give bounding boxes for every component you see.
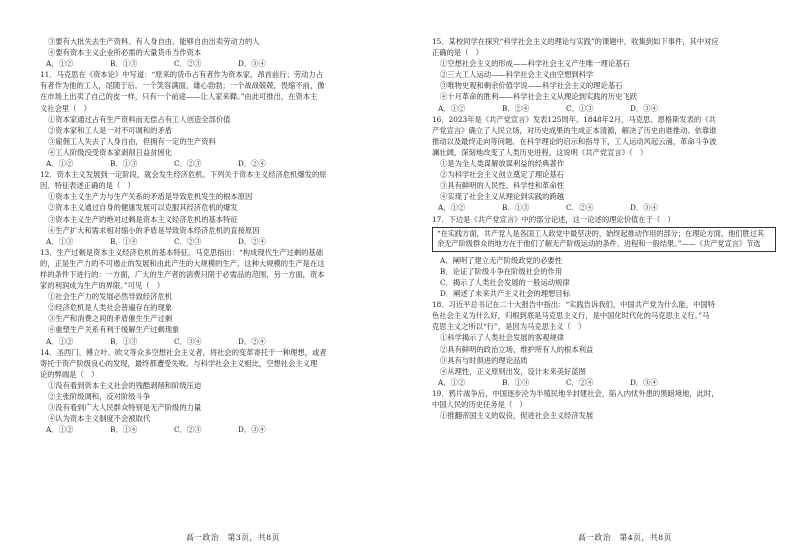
answer-option: C．②③: [174, 425, 202, 435]
question-line: 因、特征表述正确的是（ ）: [40, 181, 135, 191]
answer-option: B．①③: [502, 377, 530, 387]
answer-option: C．②③: [174, 59, 202, 69]
question-line: 14．圣西门、傅立叶、欧文等众多空想社会主义者，将社会的变革寄托于一种理想，或者: [40, 347, 327, 357]
statement-line: ①科学揭示了人类社会发展的客观规律: [440, 333, 565, 343]
question-line: 论的弊端是（ ）: [40, 369, 99, 379]
answer-option: B．①③: [502, 203, 530, 213]
right-top-block: [432, 36, 776, 225]
statement-line: ①资本家通过占有生产资料而无偿占有工人创造全部价值: [48, 114, 231, 124]
statement-line: ④实现了社会主义从理论到实践的跨越: [440, 192, 565, 202]
answer-option: B．①④: [110, 425, 138, 435]
statement-line: ④十月革命的胜利——科学社会主义从理论到实践的历史飞跃: [440, 92, 638, 102]
answer-options: [432, 202, 776, 213]
quote-text: “在实践方面，共产党人是各国工人政党中最坚决的、始终起推动作用的部分；在理论方面，他们胜过其余无产阶级群众的地方在于他们了解无产阶级运动的条件、进程和一般结果。”——《共产党宣言》节选: [437, 228, 765, 249]
statement-line: ③资本主义生产的绝对过剩是资本主义经济危机的基本特征: [48, 214, 238, 224]
question-line: 澜壮阔，深刻地改变了人类历史进程。这说明《共产党宣言》（ ）: [432, 147, 648, 157]
question-line: 样的条件下进行的：一方面，广大的生产者的消费只限于必需品的范围，另一方面，资本: [40, 269, 325, 279]
statement-line: ④要有资本主义企业所必需的大量货币当作资本: [48, 48, 202, 58]
statement-line: ①社会生产力的发展必然导致经济危机: [48, 292, 173, 302]
question-line: 11．马克思在《资本论》中写道：“原来的货币占有者作为资本家，昂首前行；劳动力占: [40, 70, 323, 80]
question-line: 家的利润成为生产的界限。”可见（ ）: [40, 281, 165, 291]
question-line: 产党宣言》确立了人民立场，对历史成果的生成正本清源，解决了历史由谁推动、依靠谁: [432, 125, 717, 135]
statement-line: ②主张阶级调和，反对阶级斗争: [48, 392, 151, 401]
answer-option: A．①②: [438, 203, 466, 213]
answer-option: D．②④: [238, 336, 266, 346]
answer-option: A．①②: [438, 377, 466, 387]
answer-options: [40, 58, 378, 69]
question-line: 16．2023年是《共产党宣言》发表125周年。1848年2月，马克思、恩格斯发表的《共: [432, 114, 716, 124]
answer-option: C．①③: [566, 103, 594, 113]
question-line: 在市场上出卖了自己的皮一样，只有一个前途——让人家来鞣。”由此可推出，在资本主: [40, 92, 318, 102]
answer-options: [40, 424, 378, 435]
quote-box: [432, 227, 776, 252]
answer-option: A．①②: [46, 59, 74, 69]
answer-option: D．③④: [630, 103, 658, 113]
question-line: 推动以及最终走向等问题。在科学理论的启示和指导下，工人运动风起云涌，革命斗争波: [432, 136, 717, 146]
right-column: [432, 36, 776, 421]
answer-option: B．①③: [110, 59, 138, 69]
statement-line: ①没有看到资本主义社会的残酷剥削和阶级压迫: [48, 380, 202, 390]
statement-line: ③要有大批失去生产资料、有人身自由、能够自由出卖劳动力的人: [48, 37, 260, 46]
question-line: 正确的是（ ）: [432, 48, 484, 58]
statement-line: ④重塑生产关系有利于缓解生产过剩现象: [48, 325, 180, 335]
question-line: 克思主义之所以“行”，是因为马克思主义（ ）: [432, 322, 586, 332]
right-bottom-block: [432, 255, 776, 421]
statement-line: ③唯物史观和剩余价值学说——科学社会主义的理论基石: [440, 81, 623, 91]
statement-line: ④工人阶级没受资本家剥削日益贫困化: [48, 147, 173, 157]
answer-option: D．③④: [238, 59, 266, 69]
answer-options: [40, 336, 378, 347]
left-column: [40, 36, 378, 435]
answer-option: C．②③: [174, 159, 202, 169]
statement-line: ④认为资本主义制度不会被取代: [48, 414, 151, 424]
answer-option: D．②④: [238, 159, 266, 169]
statement-line: ②资本主义通过自身的健康发展可以克服其经济危机的爆发: [48, 203, 238, 213]
statement-line: C．揭示了人类社会发展的一般运动规律: [440, 277, 570, 287]
question-line: 有者作为他的工人，尾随于后。一个笑容满面，雄心勃勃；一个战战兢兢，畏缩不前，像: [40, 81, 325, 91]
question-line: 寄托于资产阶级良心的发现，最终都遭受失败。与科学社会主义相比，空想社会主义理: [40, 358, 318, 368]
question-line: 的，正是生产力的不可遏止的发展和由此产生的大规模的生产，这种大规模的生产是在这: [40, 258, 325, 268]
statement-line: ①是为全人类谋解放谋利益的经典著作: [440, 159, 565, 169]
statement-line: ④生产扩大和需求相对缩小的矛盾是导致资本经济危机的直接原因: [48, 225, 260, 235]
question-line: 18．习近平总书记在二十大报告中指出：“实践告诉我们，中国共产党为什么能，中国特: [432, 300, 715, 310]
answer-option: B．①③: [110, 336, 138, 346]
statement-line: ①资本主义生产力与生产关系的矛盾是导致危机发生的根本原因: [48, 192, 253, 202]
question-line: 19．鸦片战争后，中国逐步沦为半殖民地半封建社会，陷入内忧外患的黑暗境地，此时，: [432, 388, 719, 398]
question-line: 13．生产过剩是资本主义经济危机的基本特征。马克思指出：“构成现代生产过剩的基础: [40, 247, 323, 257]
answer-options: [40, 158, 378, 169]
answer-option: C．②③: [174, 236, 202, 246]
statement-line: ④从理性，正义原则出发，设计未来美好蓝图: [440, 366, 586, 376]
statement-line: ②资本家和工人是一对不可调和的矛盾: [48, 125, 173, 135]
question-line: 17．下边是《共产党宣言》中的部分论述，这一论述的理论价值在于（ ）: [432, 214, 675, 224]
answer-option: A．①②: [46, 159, 74, 169]
statement-line: ③雇佣工人失去了人身自由，但拥有一定的生产资料: [48, 136, 216, 146]
answer-option: C．②④: [566, 377, 594, 387]
answer-option: D．②④: [238, 236, 266, 246]
statement-line: A．阐明了建立无产阶级政党的必要性: [440, 255, 563, 265]
answer-option: A．①②: [46, 425, 74, 435]
answer-option: D．③④: [630, 377, 658, 387]
statement-line: ②具有鲜明的政治立场，维护所有人的根本利益: [440, 344, 594, 354]
statement-line: ①空想社会主义的形成——科学社会主义产生唯一理论基石: [440, 59, 630, 69]
question-line: 12．资本主义发展到一定阶段，就会发生经济危机。下列关于资本主义经济危机爆发的原: [40, 170, 327, 180]
page-footer-right: 高一政治 第4页，共8页: [578, 533, 672, 542]
question-line: 15．某校同学在探究“科学社会主义的理论与实践”的课题中，收集到如下事件，其中对应: [432, 37, 719, 46]
answer-option: B．①③: [110, 159, 138, 169]
statement-line: ②经济危机是人类社会普遍存在的现象: [48, 303, 173, 313]
answer-options: [40, 236, 378, 247]
statement-line: ③具有与时俱进的理论品质: [440, 355, 528, 365]
page-footer-left: 高一政治 第3页，共8页: [186, 533, 280, 542]
statement-line: ①推翻帝国主义的奴役，促进社会主义经济发展: [440, 411, 594, 421]
statement-line: ②三大工人运动——科学社会主义由空想到科学: [440, 70, 594, 80]
answer-options: [432, 103, 776, 114]
statement-line: ③生产和消费之间的矛盾催生生产过剩: [48, 314, 173, 324]
answer-options: [432, 377, 776, 388]
statement-line: ③具有鲜明的人民性、科学性和革命性: [440, 181, 565, 191]
answer-option: C．③④: [174, 336, 202, 346]
answer-option: B．①④: [110, 236, 138, 246]
statement-line: ②为科学社会主义创立奠定了理论基石: [440, 170, 565, 180]
answer-option: A．①②: [46, 336, 74, 346]
answer-option: A．①②: [438, 103, 466, 113]
question-line: 色社会主义为什么好，归根到底是马克思主义行，是中国化时代化的马克思主义行。”马: [432, 311, 710, 321]
answer-option: D．③④: [630, 203, 658, 213]
question-line: 中国人民的历史任务是（ ）: [432, 400, 527, 409]
statement-line: B．论证了阶级斗争在阶级社会的作用: [440, 266, 563, 276]
answer-option: B．②④: [502, 103, 530, 113]
statement-line: D．阐述了未来共产主义社会的理想目标: [440, 289, 570, 299]
statement-line: ③没有看到广大人民群众特别是无产阶级的力量: [48, 403, 202, 413]
answer-option: A．①③: [46, 236, 74, 246]
question-line: 义社会里（ ）: [40, 103, 92, 113]
answer-option: C．②④: [566, 203, 594, 213]
answer-option: D．③④: [238, 425, 266, 435]
